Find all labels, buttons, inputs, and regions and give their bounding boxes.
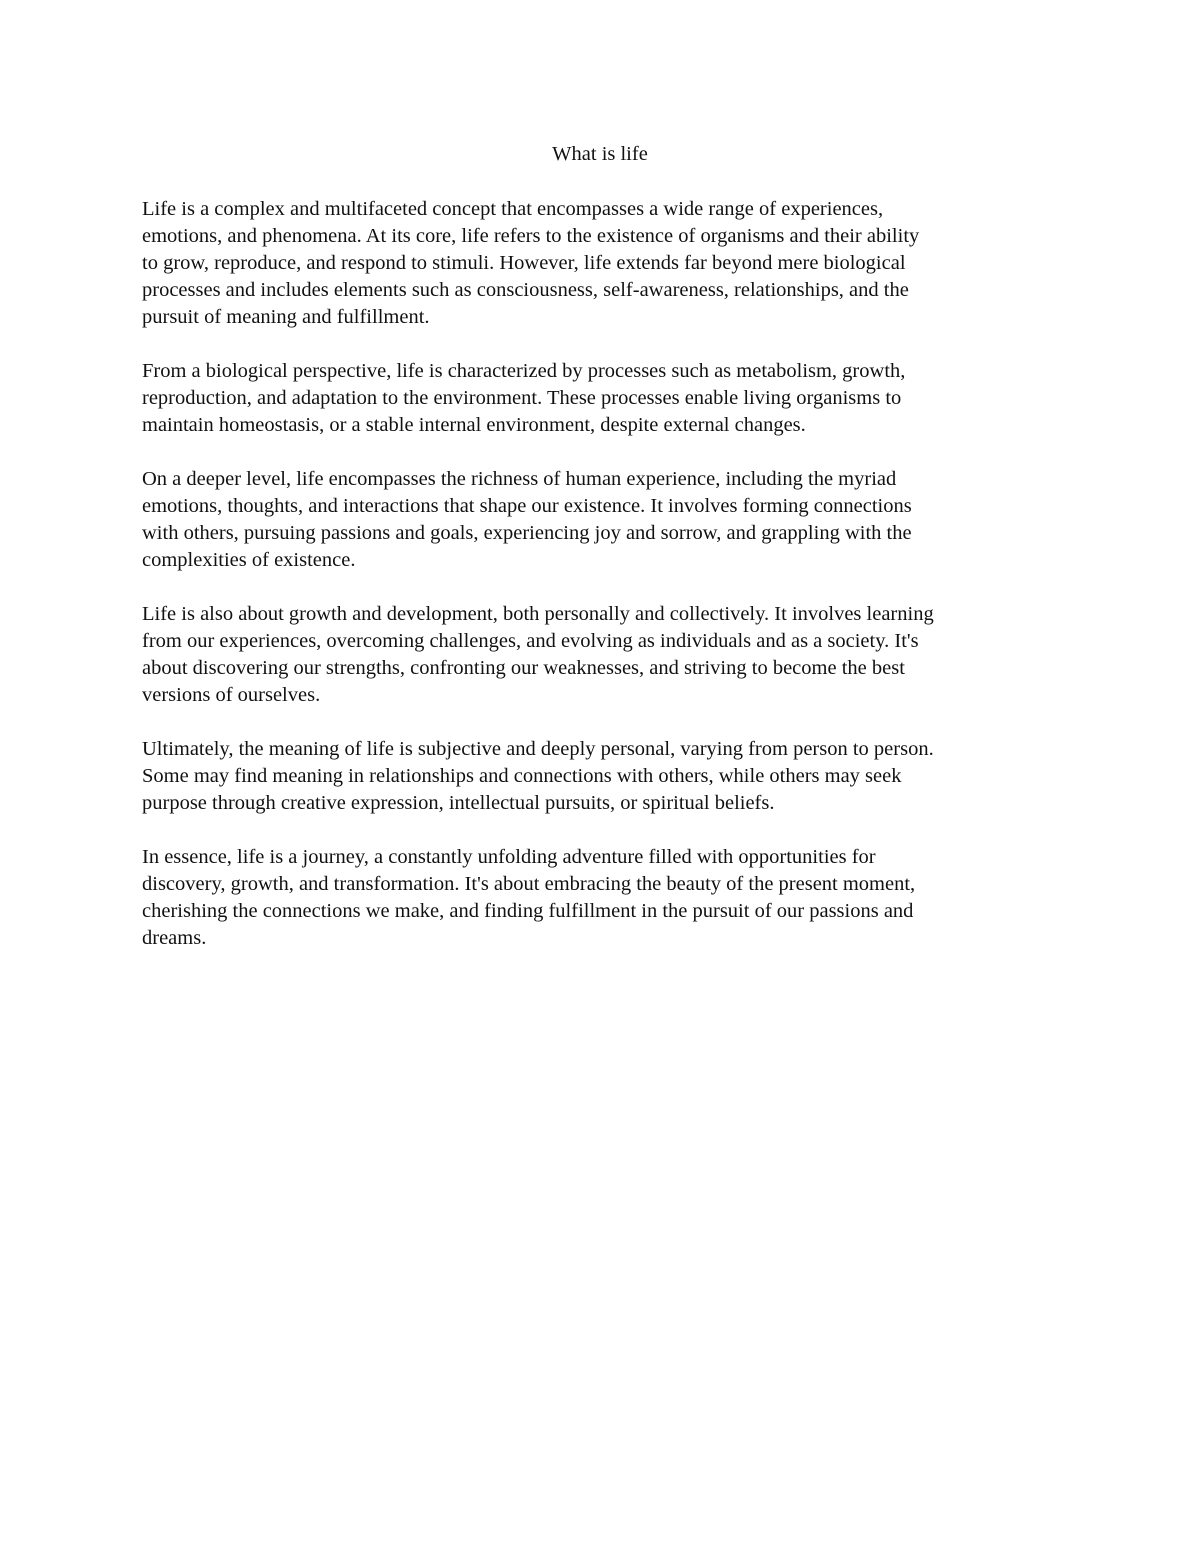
paragraph-4: Life is also about growth and development, both personally and collectively. It involves learning from our experiences, overcoming challenges, and evolving as individuals and as a society. It's about discovering our strengths, confronting our weaknesses, and striving to become the best versions of ourselves. — [142, 603, 934, 706]
paragraph-6: In essence, life is a journey, a constantly unfolding adventure filled with opportunities for discovery, growth, and transformation. It's about embracing the beauty of the present moment, cherishing the connections we make, and finding fulfillment in the pursuit of our passions and dreams. — [142, 846, 916, 949]
paragraph-1: Life is a complex and multifaceted concept that encompasses a wide range of experiences, emotions, and phenomena. At its core, life refers to the existence of organisms and their ability to grow, reproduce, and respond to stimuli. However, life extends far beyond mere biological processes and includes elements such as consciousness, self-awareness, relationships, and the pursuit of meaning and fulfillment. — [142, 198, 920, 328]
document-body — [142, 196, 1072, 979]
document-title: What is life — [552, 143, 648, 165]
paragraph-3: On a deeper level, life encompasses the richness of human experience, including the myriad emotions, thoughts, and interactions that shape our existence. It involves forming connections with others, pursuing passions and goals, experiencing joy and sorrow, and grappling with the complexities of existence. — [142, 468, 912, 571]
paragraph-5: Ultimately, the meaning of life is subjective and deeply personal, varying from person to person. Some may find meaning in relationships and connections with others, while others may seek purpose through creative expression, intellectual pursuits, or spiritual beliefs. — [142, 738, 934, 814]
paragraph-2: From a biological perspective, life is characterized by processes such as metabolism, growth, reproduction, and adaptation to the environment. These processes enable living organisms to maintain homeostasis, or a stable internal environment, despite external changes. — [142, 360, 906, 436]
